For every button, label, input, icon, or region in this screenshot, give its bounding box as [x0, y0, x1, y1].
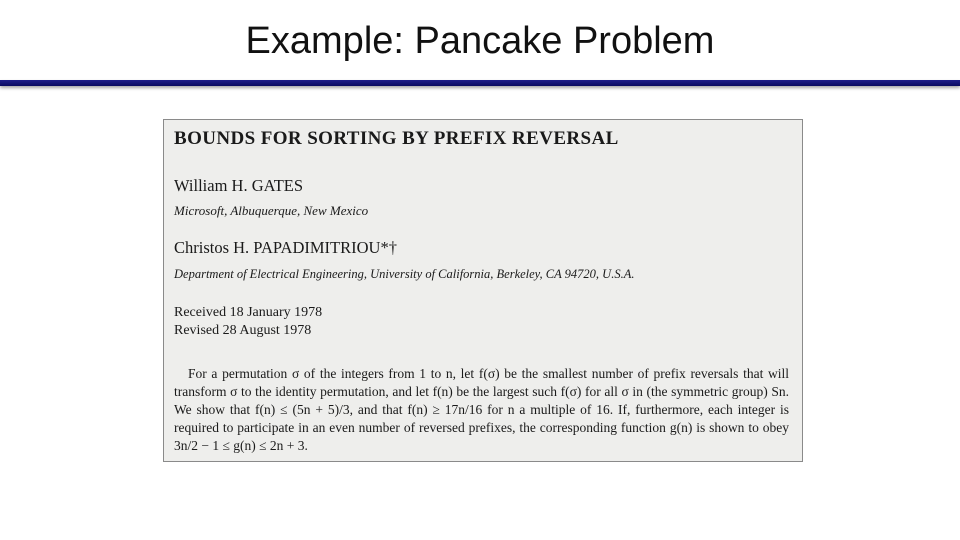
author-gates: William H. GATES [174, 176, 304, 195]
paper-heading: BOUNDS FOR SORTING BY PREFIX REVERSAL [174, 128, 619, 149]
title-divider [0, 80, 960, 86]
paper-scan [163, 119, 803, 462]
slide-title: Example: Pancake Problem [245, 20, 715, 62]
affiliation-papadimitriou: Department of Electrical Engineering, University of California, Berkeley, CA 94720, U.S.A. [174, 267, 635, 281]
paper-dates [174, 304, 322, 340]
author-papadimitriou: Christos H. PAPADIMITRIOU*† [174, 238, 397, 257]
received-date: Received 18 January 1978 [174, 305, 323, 320]
affiliation-gates: Microsoft, Albuquerque, New Mexico [174, 203, 369, 218]
revised-date: Revised 28 August 1978 [174, 323, 312, 338]
paper-abstract: For a permutation σ of the integers from 1 to n, let f(σ) be the smallest number of prefix reversals that will transform σ to the identity permutation, and let f(n) be the largest such f(σ) for all σ in (the symmetric group) Sn. We show that f(n) ≤ (5n + 5)/3, and that f(n) ≥ 17n/16 for n a multiple of 16. If, furthermore, each integer is required to participate in an even number of reversed prefixes, the corresponding function g(n) is shown to obey 3n/2 − 1 ≤ g(n) ≤ 2n + 3. [174, 366, 789, 453]
